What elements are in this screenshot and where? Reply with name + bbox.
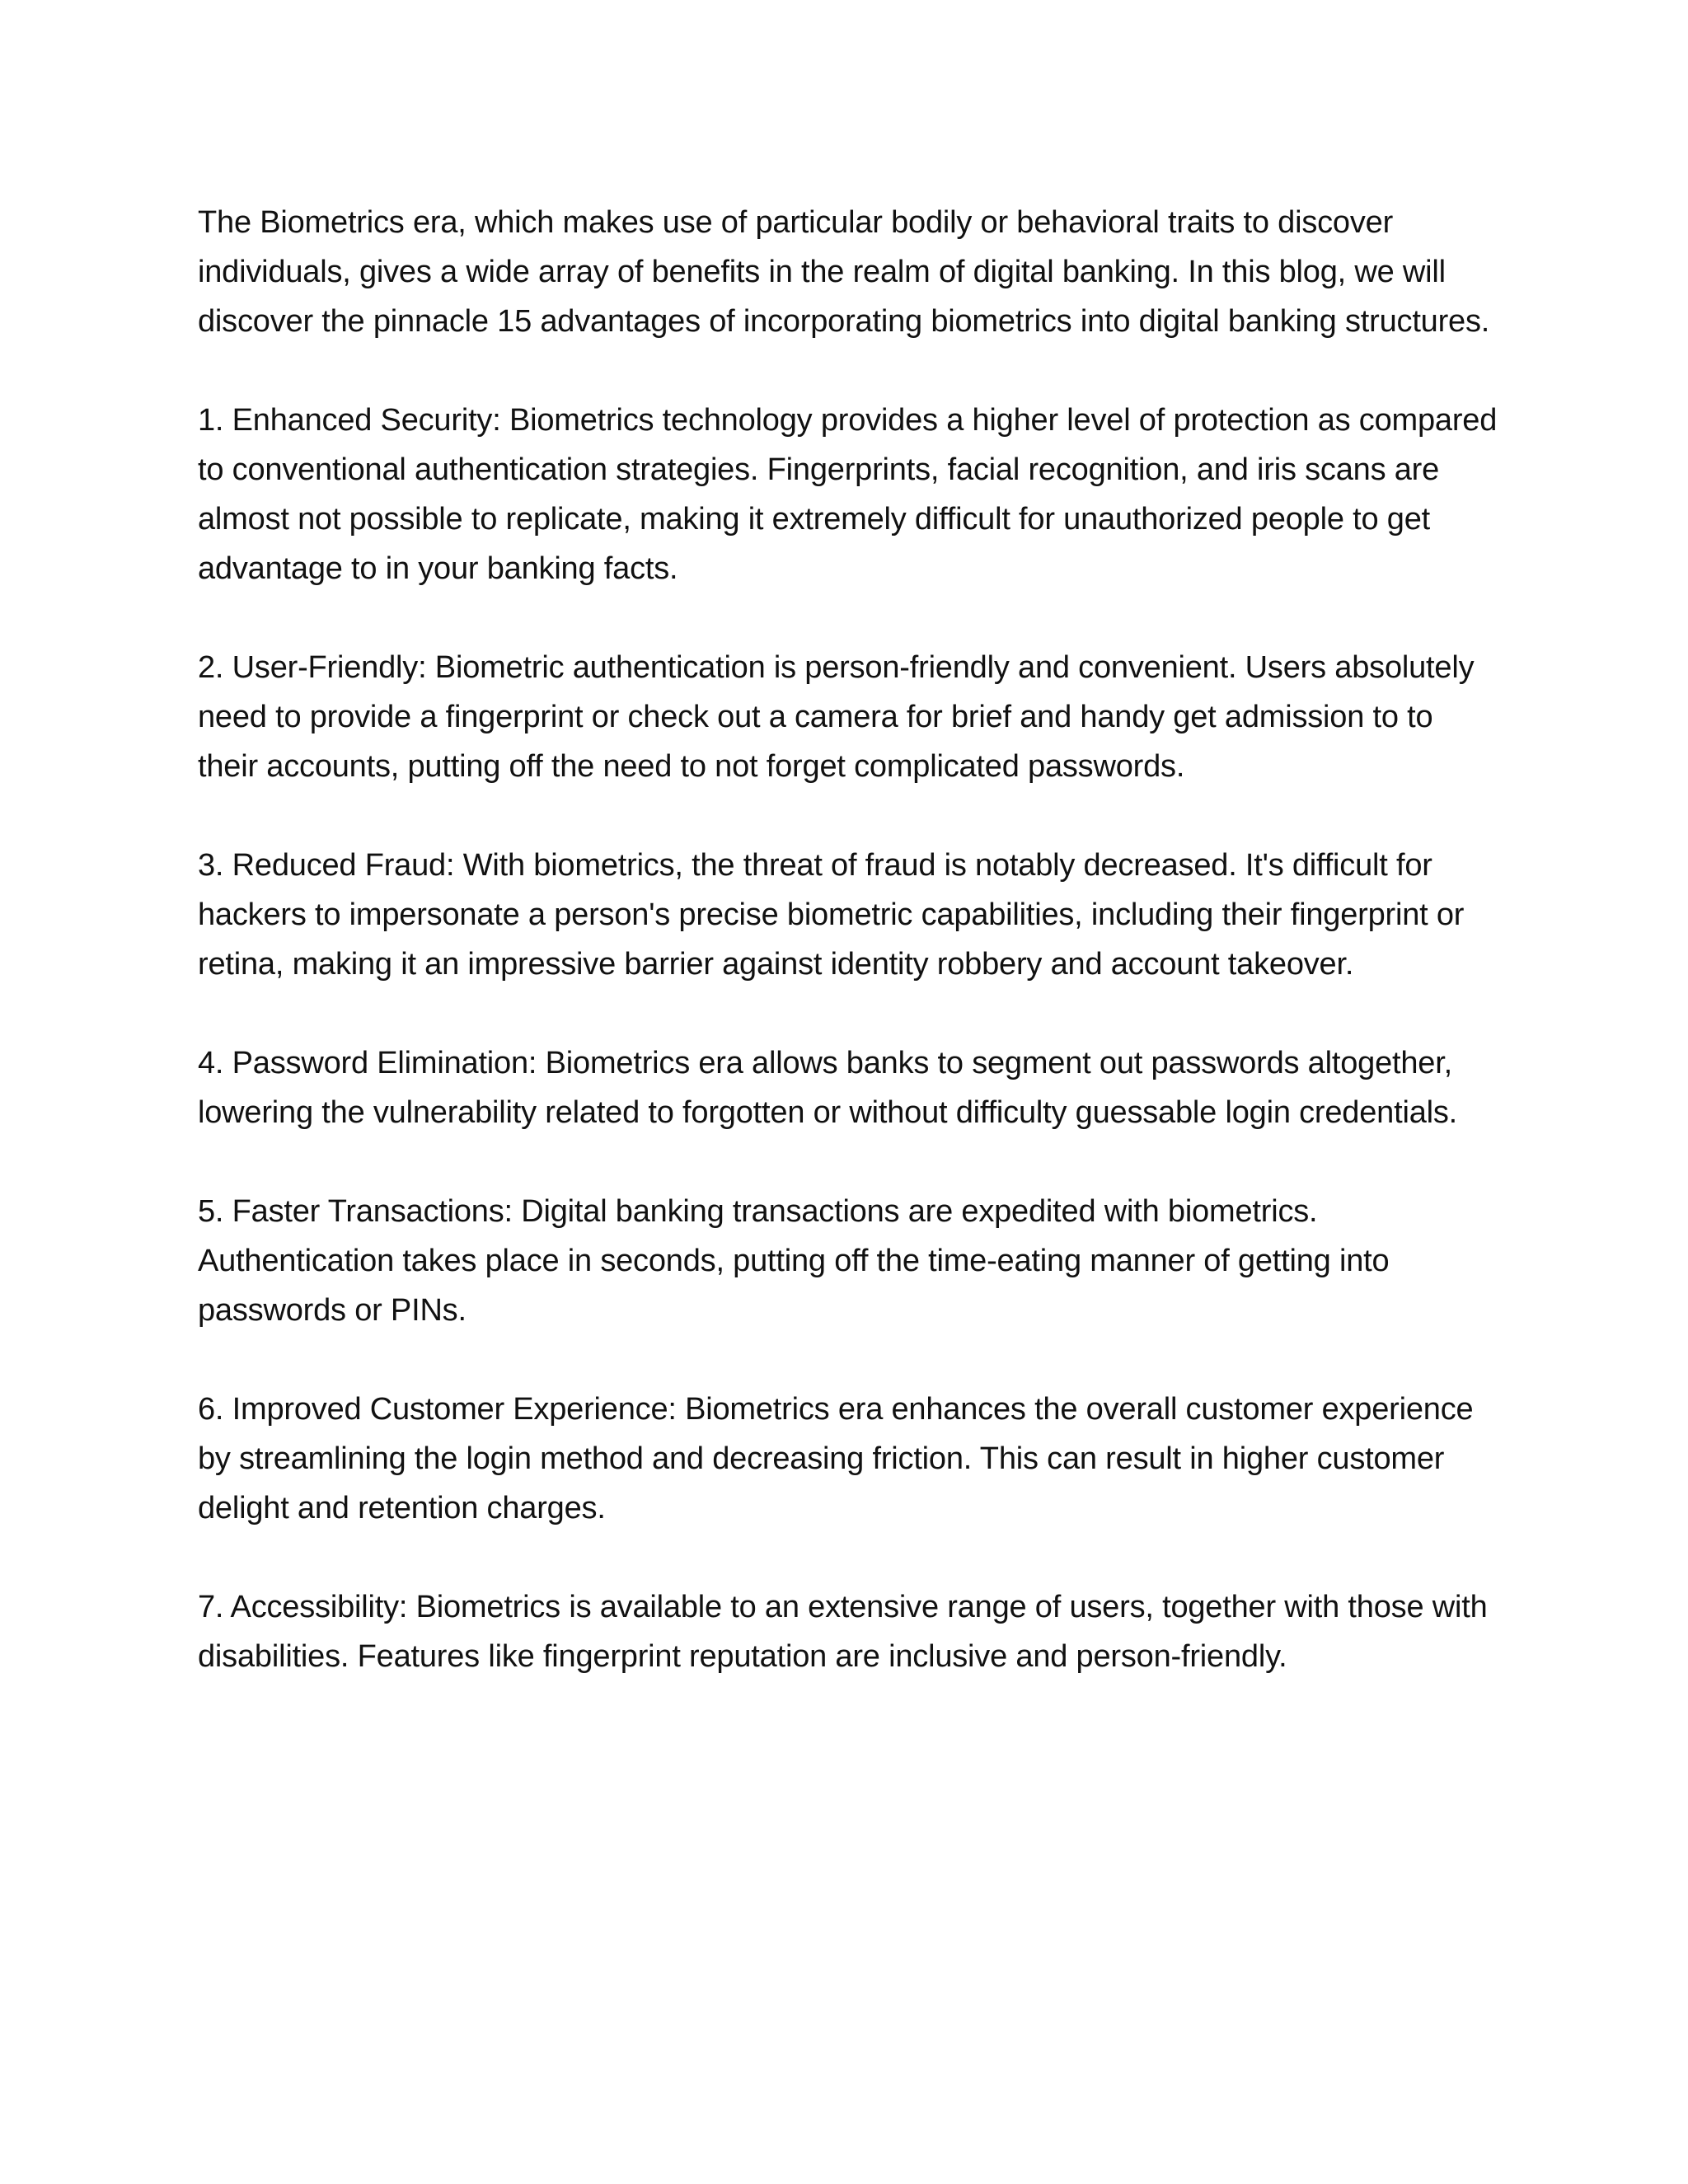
document-body xyxy=(198,198,1500,1731)
paragraph-reduced-fraud: 3. Reduced Fraud: With biometrics, the threat of fraud is notably decreased. It's difficult for hackers to impersonate a person's precise biometric capabilities, including their fingerprint or retina, making it an impressive barrier against identity robbery and account takeover. xyxy=(198,848,1465,982)
paragraph-improved-customer-experience: 6. Improved Customer Experience: Biometrics era enhances the overall customer experience by streamlining the login method and decreasing friction. This can result in higher customer delight and retention charges. xyxy=(198,1392,1474,1526)
paragraph-accessibility: 7. Accessibility: Biometrics is available to an extensive range of users, together with those with disabilities. Features like fingerprint reputation are inclusive and person-friendly. xyxy=(198,1590,1488,1674)
paragraph-user-friendly: 2. User-Friendly: Biometric authentication is person-friendly and convenient. Users absolutely need to provide a fingerprint or check out a camera for brief and handy get admission to to their accounts, putting off the need to not forget complicated passwords. xyxy=(198,650,1475,784)
paragraph-faster-transactions: 5. Faster Transactions: Digital banking transactions are expedited with biometrics. Authentication takes place in seconds, putting off the time-eating manner of getting into passwords or PINs. xyxy=(198,1194,1390,1328)
paragraph-enhanced-security: 1. Enhanced Security: Biometrics technology provides a higher level of protection as compared to conventional authentication strategies. Fingerprints, facial recognition, and iris scans are almost not possible to replicate, making it extremely difficult for unauthorized people to get advantage to in your banking facts. xyxy=(198,403,1498,586)
paragraph-password-elimination: 4. Password Elimination: Biometrics era allows banks to segment out passwords altogether, lowering the vulnerability related to forgotten or without difficulty guessable login credentials. xyxy=(198,1046,1458,1130)
intro-paragraph: The Biometrics era, which makes use of particular bodily or behavioral traits to discover individuals, gives a wide array of benefits in the realm of digital banking. In this blog, we will discover the pinnacle 15 advantages of incorporating biometrics into digital banking structures. xyxy=(198,205,1490,339)
